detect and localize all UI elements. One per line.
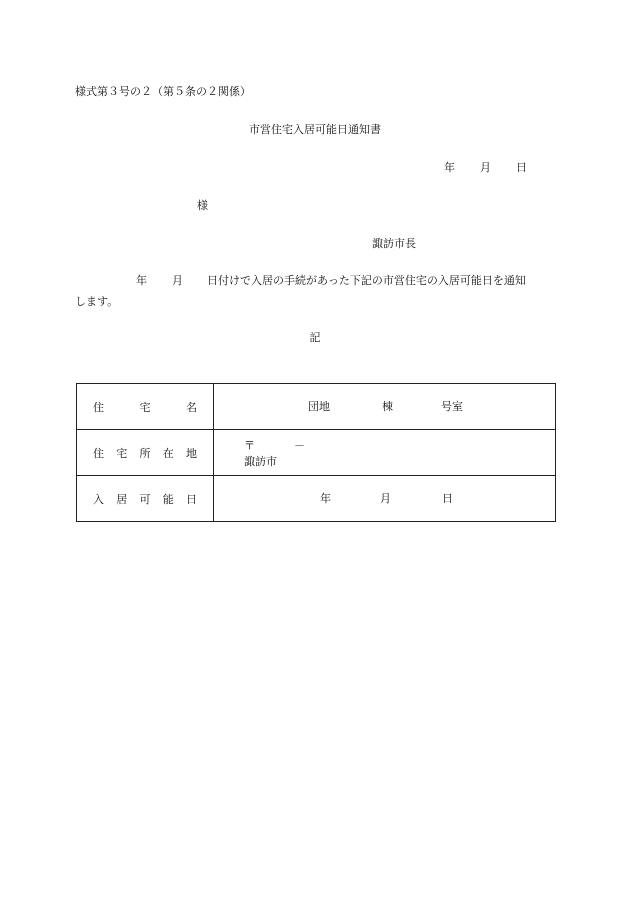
form-number: 様式第３号の２（第５条の２関係） bbox=[75, 85, 251, 98]
city-name: 諏訪市 bbox=[244, 455, 277, 468]
label-char: 可 bbox=[139, 492, 151, 506]
body-year-label: 年 bbox=[136, 274, 147, 287]
housing-name-value bbox=[214, 384, 556, 430]
housing-info-table bbox=[76, 383, 556, 522]
table-row-location bbox=[77, 430, 556, 476]
label-char: 地 bbox=[186, 446, 197, 460]
move-in-month-label: 月 bbox=[380, 492, 391, 505]
move-in-date-label bbox=[77, 476, 214, 522]
issue-date-day-label: 日 bbox=[516, 161, 527, 174]
label-char: 所 bbox=[139, 446, 151, 460]
postal-dash: － bbox=[294, 439, 305, 452]
label-char: 住 bbox=[93, 400, 104, 414]
label-char: 宅 bbox=[116, 446, 128, 460]
body-text-line2: します。 bbox=[75, 295, 119, 308]
location-label bbox=[77, 430, 214, 476]
sender-name: 諏訪市長 bbox=[372, 237, 416, 250]
housing-name-label bbox=[77, 384, 214, 430]
label-char: 入 bbox=[93, 492, 104, 506]
danchi-label: 団地 bbox=[308, 400, 330, 413]
move-in-day-label: 日 bbox=[442, 492, 453, 505]
label-char: 能 bbox=[162, 492, 174, 506]
label-char: 名 bbox=[186, 400, 197, 414]
ki-heading: 記 bbox=[309, 331, 321, 344]
label-char: 住 bbox=[93, 446, 104, 460]
location-value bbox=[214, 430, 556, 476]
issue-date-month-label: 月 bbox=[480, 161, 491, 174]
goshitsu-label: 号室 bbox=[441, 400, 463, 413]
table-row-move-in-date bbox=[77, 476, 556, 522]
move-in-date-value bbox=[214, 476, 556, 522]
label-char: 日 bbox=[186, 492, 197, 506]
move-in-year-label: 年 bbox=[320, 492, 331, 505]
issue-date-year-label: 年 bbox=[444, 161, 455, 174]
mune-label: 棟 bbox=[382, 400, 393, 413]
label-char: 宅 bbox=[139, 400, 151, 414]
body-text-line1: 日付けで入居の手続があった下記の市営住宅の入居可能日を通知 bbox=[207, 274, 526, 287]
body-month-label: 月 bbox=[172, 274, 183, 287]
addressee-honorific: 様 bbox=[197, 199, 208, 212]
document-title: 市営住宅入居可能日通知書 bbox=[249, 123, 381, 136]
table-row-housing-name bbox=[77, 384, 556, 430]
label-char: 居 bbox=[116, 492, 128, 506]
label-char: 在 bbox=[162, 446, 174, 460]
postal-mark: 〒 bbox=[244, 439, 255, 452]
